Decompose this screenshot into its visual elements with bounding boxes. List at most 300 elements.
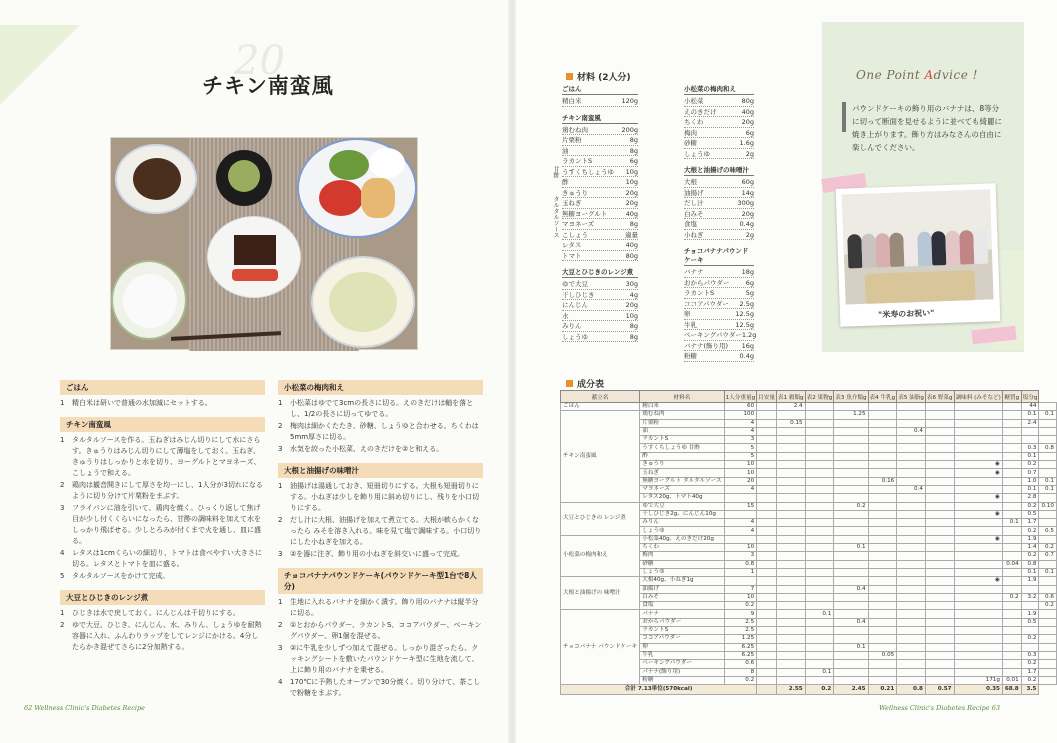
value-cell: ◉ <box>954 577 1002 585</box>
value-cell <box>757 527 777 535</box>
photo-caption: "米寿のお祝い" <box>877 308 935 320</box>
instruction-section <box>278 463 483 560</box>
ingredient-row <box>684 117 754 128</box>
table-row <box>561 502 1057 510</box>
value-cell <box>897 544 926 552</box>
value-cell: 0.2 <box>1039 602 1056 610</box>
value-cell <box>925 494 954 502</box>
value-cell: 0.1 <box>805 610 834 618</box>
ingredient-name: 粉糖 <box>684 352 697 360</box>
value-cell <box>954 552 1002 560</box>
value-cell <box>805 618 834 626</box>
value-cell <box>897 469 926 477</box>
value-cell: 2.8 <box>1021 494 1039 502</box>
value-cell <box>1002 411 1021 419</box>
value-cell <box>1002 627 1021 635</box>
ingredients-column-1 <box>562 84 638 348</box>
ingredient-cell: 白みそ <box>640 593 724 601</box>
value-cell <box>834 577 868 585</box>
instruction-step <box>60 398 265 409</box>
value-cell <box>954 452 1002 460</box>
value-cell <box>925 668 954 676</box>
total-value: 0.8 <box>897 685 926 695</box>
value-cell <box>897 461 926 469</box>
ingredient-cell: ラカントS <box>640 627 724 635</box>
ingredient-row <box>684 351 754 362</box>
value-cell <box>805 627 834 635</box>
ingredient-quantity: 40g <box>741 107 754 116</box>
value-cell: 1 <box>724 568 757 576</box>
value-cell <box>897 444 926 452</box>
ingredient-name: 卵 <box>684 310 691 318</box>
table-header-cell: 材料名 <box>640 391 724 403</box>
step-number: 5 <box>60 572 65 580</box>
ingredient-quantity: 8g <box>629 322 638 330</box>
ingredient-name: だし汁 <box>684 199 704 207</box>
value-cell <box>897 635 926 643</box>
value-cell: 6.25 <box>724 651 757 659</box>
instruction-section-title: ごはん <box>60 380 265 395</box>
value-cell <box>868 535 897 543</box>
table-header-cell: 表2 果物g <box>805 391 834 403</box>
value-cell <box>834 560 868 568</box>
value-cell <box>1021 427 1039 435</box>
ingredient-quantity: 2g <box>745 230 754 239</box>
ingredient-row <box>684 309 754 320</box>
instruction-step <box>60 548 265 570</box>
value-cell <box>805 436 834 444</box>
ingredient-name: 無糖ヨーグルト <box>562 209 608 218</box>
value-cell <box>757 444 777 452</box>
value-cell <box>776 610 805 618</box>
step-text: ②に牛乳を少しずつ加えて混ぜる。しっかり混ざったら、クッキングシートを敷いたパウンドケーキ型に生地を流して、上に飾り用のバナナを乗せる。 <box>290 644 479 674</box>
ingredient-name: 玉ねぎ <box>562 199 582 207</box>
instructions <box>60 380 490 697</box>
value-cell <box>757 519 777 527</box>
value-cell <box>954 411 1002 419</box>
value-cell <box>757 510 777 518</box>
value-cell <box>805 544 834 552</box>
ingredient-cell: きゅうり <box>640 461 724 469</box>
value-cell <box>868 461 897 469</box>
value-cell <box>925 510 954 518</box>
value-cell <box>757 452 777 460</box>
value-cell <box>954 585 1002 593</box>
total-value: 0.57 <box>925 685 954 695</box>
step-text: 170℃に予熱したオーブンで30分焼く。切り分けて、茶こしで粉糖をまぶす。 <box>290 678 481 697</box>
ingredient-quantity: 20g <box>625 188 638 197</box>
value-cell <box>1002 485 1021 493</box>
table-header-cell: 表1 穀類g <box>776 391 805 403</box>
value-cell <box>757 461 777 469</box>
step-number: 3 <box>60 504 65 512</box>
value-cell <box>776 485 805 493</box>
instructions-column-a <box>60 380 265 661</box>
ingredient-row <box>684 341 754 352</box>
table-header-cell: 表3 魚介類g <box>834 391 868 403</box>
ingredient-quantity: 1.2g <box>741 331 757 339</box>
value-cell <box>805 469 834 477</box>
ingredient-name: 油 <box>562 146 569 155</box>
ingredient-quantity: 80g <box>741 97 754 105</box>
value-cell <box>868 643 897 651</box>
instruction-step <box>278 421 483 443</box>
value-cell <box>1039 452 1056 460</box>
ingredient-quantity: 6g <box>745 128 754 137</box>
value-cell: 10 <box>724 593 757 601</box>
table-row <box>561 610 1057 618</box>
ingredient-row <box>562 230 638 241</box>
value-cell <box>805 461 834 469</box>
ingredient-quantity: 4g <box>629 290 638 299</box>
ingredient-cell: 油 <box>640 427 724 435</box>
value-cell <box>925 552 954 560</box>
value-cell: 0.1 <box>1039 485 1056 493</box>
value-cell <box>868 602 897 610</box>
value-cell <box>757 643 777 651</box>
value-cell <box>1002 552 1021 560</box>
ingredient-cell: 卵 <box>640 643 724 651</box>
sauce-label-amazu: 甘酢 <box>552 166 559 178</box>
value-cell: 0.1 <box>1021 568 1039 576</box>
ingredient-name: うすくちしょうゆ <box>562 167 614 176</box>
value-cell <box>834 668 868 676</box>
value-cell <box>805 643 834 651</box>
value-cell <box>776 577 805 585</box>
value-cell <box>897 602 926 610</box>
ingredient-name: にんじん <box>562 301 588 309</box>
ingredient-group <box>684 165 754 240</box>
value-cell: 1.9 <box>1021 610 1039 618</box>
ingredient-row <box>684 138 754 149</box>
value-cell <box>805 494 834 502</box>
value-cell <box>1039 643 1056 651</box>
ingredient-row <box>562 290 638 301</box>
instruction-step <box>278 481 483 514</box>
value-cell <box>954 502 1002 510</box>
value-cell <box>776 668 805 676</box>
table-row <box>561 403 1057 411</box>
ingredient-group-title: 小松菜の梅肉和え <box>684 84 754 95</box>
ingredient-name: しょうゆ <box>684 149 710 158</box>
table-header-cell: 表6 野菜g <box>925 391 954 403</box>
value-cell <box>757 485 777 493</box>
value-cell <box>925 560 954 568</box>
ingredient-row <box>684 107 754 118</box>
value-cell <box>897 593 926 601</box>
value-cell <box>776 593 805 601</box>
value-cell <box>925 635 954 643</box>
ingredient-name: ゆで大豆 <box>562 280 588 288</box>
ingredient-group-title: チョコバナナパウンドケーキ <box>684 246 754 266</box>
ingredient-row <box>562 311 638 322</box>
value-cell <box>834 651 868 659</box>
value-cell <box>925 427 954 435</box>
ingredient-cell: 玉ねぎ <box>640 469 724 477</box>
value-cell: 0.1 <box>1039 477 1056 485</box>
step-text: 小松菜はゆでて3cmの長さに切る。えのきだけは軸を落とし、1/2の長さに切ってゆでる。 <box>290 399 474 418</box>
value-cell <box>757 436 777 444</box>
ingredient-name: ラカントS <box>562 157 593 165</box>
value-cell <box>1039 660 1056 668</box>
ingredient-row <box>562 321 638 332</box>
value-cell <box>954 519 1002 527</box>
step-text: タルタルソースをかけて完成。 <box>72 572 170 580</box>
instruction-section-title: 大根と油揚げの味噌汁 <box>278 463 483 478</box>
ingredient-row <box>562 135 638 146</box>
value-cell <box>805 568 834 576</box>
value-cell: 0.4 <box>897 427 926 435</box>
value-cell <box>897 585 926 593</box>
value-cell: 0.2 <box>1021 660 1039 668</box>
ingredient-name: 梅肉 <box>684 128 697 137</box>
value-cell <box>1039 461 1056 469</box>
ingredient-cell: おからパウダー <box>640 618 724 626</box>
value-cell <box>954 635 1002 643</box>
value-cell <box>776 676 805 684</box>
value-cell <box>1002 643 1021 651</box>
value-cell: 0.1 <box>1021 411 1039 419</box>
ingredient-row <box>562 251 638 262</box>
instruction-step <box>278 597 483 619</box>
value-cell <box>1002 535 1021 543</box>
ingredient-row <box>684 320 754 331</box>
ingredient-quantity: 10g <box>625 311 638 320</box>
ingredient-cell: 鶏むね肉 <box>640 411 724 419</box>
value-cell: 3 <box>724 552 757 560</box>
value-cell: 0.2 <box>1021 635 1039 643</box>
step-text: レタスは1cmくらいの細切り、トマトは食べやすい大きさに切る。レタスとトマトを皿に盛る。 <box>72 549 262 568</box>
value-cell: 0.2 <box>1021 552 1039 560</box>
value-cell <box>834 627 868 635</box>
step-number: 3 <box>278 550 283 558</box>
value-cell <box>757 676 777 684</box>
ingredient-row <box>562 96 638 107</box>
value-cell <box>868 419 897 427</box>
value-cell <box>1039 635 1056 643</box>
value-cell <box>834 602 868 610</box>
instruction-section-title: チョコバナナパウンドケーキ(パウンドケーキ型1台で8人分) <box>278 568 483 594</box>
value-cell <box>868 668 897 676</box>
value-cell: 1.4 <box>1021 544 1039 552</box>
value-cell <box>1039 469 1056 477</box>
value-cell <box>925 485 954 493</box>
value-cell <box>757 427 777 435</box>
ingredient-cell: ココアパウダー <box>640 635 724 643</box>
ingredient-cell: 片栗粉 <box>640 419 724 427</box>
value-cell <box>954 568 1002 576</box>
ingredient-cell: 油揚げ <box>640 585 724 593</box>
value-cell <box>954 403 1002 411</box>
step-text: タルタルソースを作る。玉ねぎはみじん切りにして水にさらす。きゅうりはみじん切りにして薄塩をしておく。玉ねぎ、きゅうりはしっかりと水を切り、ヨーグルトとマヨネーズ、こしょうで和える。 <box>72 436 261 477</box>
value-cell <box>925 610 954 618</box>
value-cell <box>954 477 1002 485</box>
value-cell <box>1002 635 1021 643</box>
value-cell <box>757 618 777 626</box>
value-cell <box>757 469 777 477</box>
value-cell <box>897 610 926 618</box>
value-cell <box>868 635 897 643</box>
value-cell: 0.2 <box>724 602 757 610</box>
miso-soup-bowl <box>311 256 415 348</box>
ingredient-name: えのきだけ <box>684 107 717 116</box>
ingredient-row <box>562 332 638 343</box>
ingredient-name: 小ねぎ <box>684 230 704 239</box>
value-cell: 0.1 <box>1002 519 1021 527</box>
value-cell <box>954 643 1002 651</box>
value-cell <box>805 593 834 601</box>
value-cell <box>1039 577 1056 585</box>
value-cell <box>834 519 868 527</box>
instruction-step <box>278 444 483 455</box>
value-cell <box>805 577 834 585</box>
value-cell: 1.7 <box>1021 519 1039 527</box>
table-header-cell: 目安量 <box>757 391 777 403</box>
value-cell: ◉ <box>954 461 1002 469</box>
value-cell <box>1002 427 1021 435</box>
ingredient-name: ラカントS <box>684 289 715 297</box>
ingredient-row <box>562 300 638 311</box>
step-number: 3 <box>278 445 283 453</box>
ingredient-name: こしょう <box>562 230 588 239</box>
advice-text: パウンドケーキの飾り用のバナナは、8等分に切って断面を見せるように並べても綺麗に焼き上がります。飾り方はみなさんの自由に楽しんでください。 <box>852 104 1002 152</box>
value-cell <box>776 494 805 502</box>
value-cell <box>834 403 868 411</box>
ingredient-quantity: 20g <box>625 199 638 207</box>
value-cell: 2.4 <box>1021 419 1039 427</box>
step-number: 1 <box>60 399 65 407</box>
ingredient-group <box>562 267 638 342</box>
ingredient-name: 干しひじき <box>562 290 595 299</box>
value-cell: 0.1 <box>1021 485 1039 493</box>
ingredient-cell: うすくちしょうゆ 甘酢 <box>640 444 724 452</box>
ingredient-name: 食塩 <box>684 220 697 228</box>
value-cell: 0.3 <box>1021 444 1039 452</box>
step-number: 2 <box>278 516 283 524</box>
value-cell <box>925 593 954 601</box>
value-cell <box>1039 535 1056 543</box>
ingredient-quantity: 5g <box>745 289 754 297</box>
value-cell: 0.3 <box>1021 651 1039 659</box>
value-cell: 0.6 <box>724 660 757 668</box>
ingredient-quantity: 6g <box>629 157 638 165</box>
instruction-step <box>60 480 265 502</box>
ingredient-row <box>684 230 754 241</box>
value-cell <box>925 411 954 419</box>
value-cell: 1.9 <box>1021 577 1039 585</box>
page-gutter <box>508 0 516 743</box>
value-cell <box>868 552 897 560</box>
ingredient-name: きゅうり <box>562 188 588 197</box>
ingredient-quantity: 2.5g <box>739 299 754 308</box>
sauce-label-tartar: タルタルソース <box>552 196 559 238</box>
value-cell <box>805 560 834 568</box>
value-cell <box>868 610 897 618</box>
ingredient-cell: みりん <box>640 519 724 527</box>
step-number: 1 <box>278 399 283 407</box>
value-cell <box>776 660 805 668</box>
step-number: 1 <box>60 609 65 617</box>
value-cell <box>776 510 805 518</box>
value-cell <box>925 444 954 452</box>
value-cell <box>954 485 1002 493</box>
value-cell <box>834 510 868 518</box>
value-cell <box>724 535 757 543</box>
ingredient-group-title: 大豆とひじきのレンジ煮 <box>562 267 638 278</box>
ingredient-quantity: 60g <box>741 178 754 186</box>
ingredients-column-2 <box>684 84 757 368</box>
value-cell <box>868 627 897 635</box>
value-cell <box>776 535 805 543</box>
value-cell <box>834 419 868 427</box>
ingredient-quantity: 10g <box>625 167 638 176</box>
value-cell <box>834 552 868 560</box>
table-header-cell: 表5 油脂g <box>897 391 926 403</box>
value-cell <box>925 403 954 411</box>
ingredient-quantity: 8g <box>629 146 638 155</box>
ingredient-cell: マヨネーズ <box>640 485 724 493</box>
value-cell: 60 <box>724 403 757 411</box>
value-cell <box>1039 676 1056 684</box>
value-cell <box>757 552 777 560</box>
ingredient-cell: ラカントS <box>640 436 724 444</box>
ingredient-name: マヨネーズ <box>562 220 595 228</box>
step-text: 鶏肉は観音開きにして厚さを均一にし、1人分が3切れになるように切り分けて片栗粉をまぶす。 <box>72 481 263 500</box>
table-header-cell: 塩分g <box>1021 391 1039 403</box>
value-cell: 6.25 <box>724 643 757 651</box>
value-cell: 0.05 <box>868 651 897 659</box>
instruction-step <box>278 549 483 560</box>
value-cell <box>805 660 834 668</box>
advice-accent <box>842 102 846 132</box>
value-cell <box>897 436 926 444</box>
step-text: ①とおからパウダー、ラカントS、ココアパウダー、ベーキングパウダー、卵1個を混ぜる。 <box>290 621 482 640</box>
instruction-section <box>278 568 483 699</box>
instruction-step <box>60 503 265 547</box>
value-cell <box>757 635 777 643</box>
value-cell <box>925 452 954 460</box>
value-cell: 2.4 <box>776 403 805 411</box>
value-cell <box>925 618 954 626</box>
value-cell <box>954 444 1002 452</box>
value-cell <box>897 577 926 585</box>
value-cell <box>1002 494 1021 502</box>
advice-title: One Point Advice ! <box>856 68 978 82</box>
instruction-step <box>278 515 483 548</box>
value-cell <box>1021 643 1039 651</box>
value-cell <box>868 660 897 668</box>
value-cell: 0.5 <box>1021 618 1039 626</box>
value-cell <box>834 485 868 493</box>
value-cell <box>897 535 926 543</box>
value-cell: 0.7 <box>1039 552 1056 560</box>
ingredient-cell: 精白米 <box>640 403 724 411</box>
value-cell <box>776 560 805 568</box>
value-cell <box>954 560 1002 568</box>
ingredient-row <box>684 330 757 341</box>
value-cell <box>834 676 868 684</box>
value-cell <box>834 568 868 576</box>
table-row <box>561 577 1057 585</box>
value-cell: 0.1 <box>834 643 868 651</box>
value-cell <box>868 568 897 576</box>
ingredients-heading: 材料 (2人分) <box>566 70 631 83</box>
value-cell <box>724 494 757 502</box>
value-cell <box>868 676 897 684</box>
value-cell <box>805 527 834 535</box>
ingredient-name: 片栗粉 <box>562 136 582 144</box>
value-cell <box>757 602 777 610</box>
